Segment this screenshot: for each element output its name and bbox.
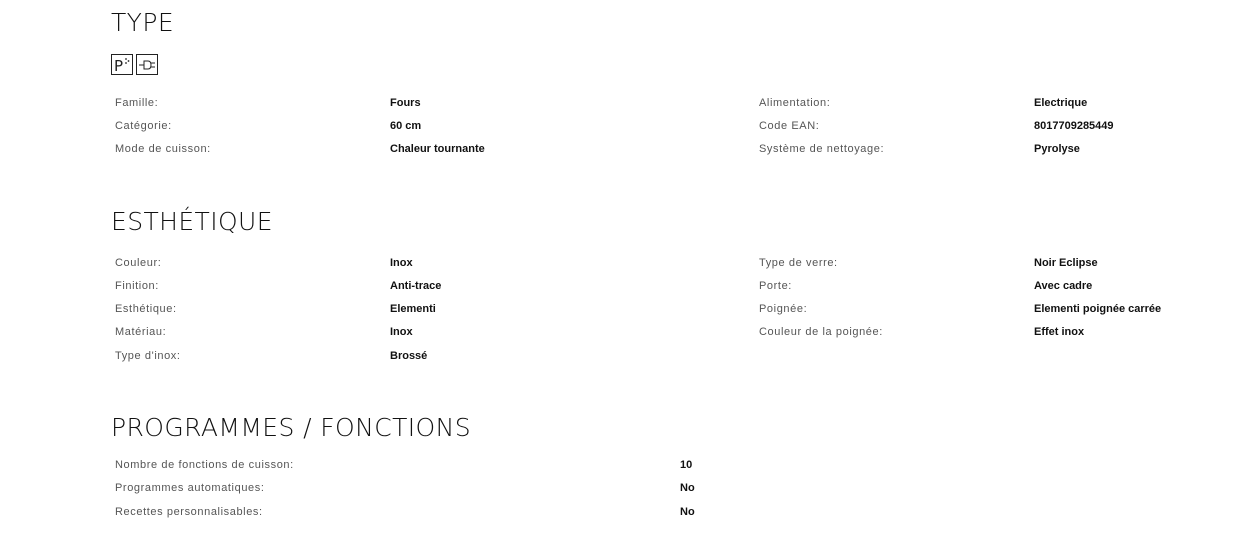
spec-label-programmes-auto: Programmes automatiques: [115,482,265,494]
spec-value-programmes-auto: No [680,482,695,494]
type-icons [111,54,158,75]
pyrolysis-icon [111,54,133,75]
spec-value-code-ean: 8017709285449 [1034,120,1114,132]
spec-label-porte: Porte: [759,280,792,292]
spec-label-type-inox: Type d'inox: [115,350,181,362]
spec-value-finition: Anti-trace [390,280,442,292]
electric-plug-icon [136,54,158,75]
spec-label-famille: Famille: [115,97,159,109]
spec-value-famille: Fours [390,97,421,109]
section-title-type: TYPE [111,8,175,37]
spec-label-couleur-poignee: Couleur de la poignée: [759,326,883,338]
spec-value-mode-cuisson: Chaleur tournante [390,143,485,155]
spec-value-recettes: No [680,506,695,518]
spec-value-categorie: 60 cm [390,120,422,132]
spec-label-materiau: Matériau: [115,326,167,338]
spec-value-nettoyage: Pyrolyse [1034,143,1080,155]
spec-label-couleur: Couleur: [115,257,162,269]
spec-value-type-inox: Brossé [390,350,428,362]
spec-label-code-ean: Code EAN: [759,120,820,132]
spec-label-type-verre: Type de verre: [759,257,838,269]
spec-label-categorie: Catégorie: [115,120,172,132]
spec-label-nettoyage: Système de nettoyage: [759,143,885,155]
spec-label-poignee: Poignée: [759,303,808,315]
spec-value-poignee: Elementi poignée carrée [1034,303,1162,315]
spec-value-nombre-fonctions: 10 [680,459,693,471]
spec-value-couleur-poignee: Effet inox [1034,326,1085,338]
spec-label-recettes: Recettes personnalisables: [115,506,263,518]
spec-label-esthetique: Esthétique: [115,303,177,315]
section-title-programmes: PROGRAMMES / FONCTIONS [111,413,471,442]
spec-value-type-verre: Noir Eclipse [1034,257,1098,269]
spec-label-alimentation: Alimentation: [759,97,831,109]
spec-value-alimentation: Electrique [1034,97,1088,109]
spec-value-porte: Avec cadre [1034,280,1093,292]
spec-value-esthetique: Elementi [390,303,436,315]
spec-label-nombre-fonctions: Nombre de fonctions de cuisson: [115,459,294,471]
section-title-esthetique: ESTHÉTIQUE [111,207,273,236]
svg-text:P: P [114,57,124,73]
spec-label-finition: Finition: [115,280,159,292]
spec-label-mode-cuisson: Mode de cuisson: [115,143,211,155]
spec-value-couleur: Inox [390,257,413,269]
spec-value-materiau: Inox [390,326,413,338]
